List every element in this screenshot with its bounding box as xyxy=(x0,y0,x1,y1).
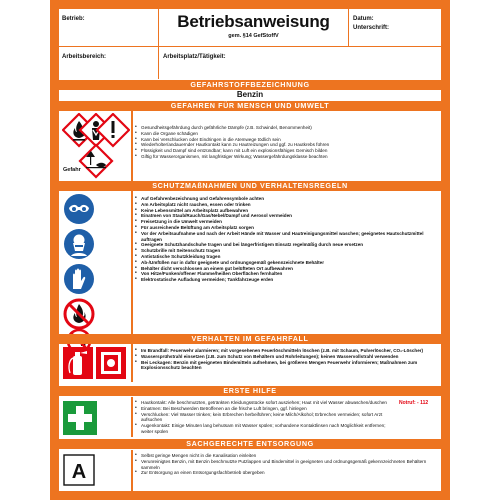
disposal-item: • Selbst geringe Mengen nicht in die Kanalisation einleiten xyxy=(135,453,439,459)
gloves-icon xyxy=(64,264,94,294)
protection-item: • Vor der Arbeitsaufnahme und nach der Arbeit Hände mit Wasser und Hautreinigungsmittel waschen; geeignetes Hautschutzmittel auftragen xyxy=(135,231,439,243)
first-aid-divider xyxy=(131,397,133,437)
arbeitsplatz-label: Arbeitsplatz/Tätigkeit: xyxy=(163,54,226,60)
disposal-icon xyxy=(63,454,95,491)
protection-item: • Schutzbrille mit Seitenschutz tragen xyxy=(135,248,439,254)
protection-item: • Am Arbeitsplatz nicht rauchen, essen oder trinken xyxy=(135,202,439,208)
emergency-item: • Im Brandfall: Feuerwehr alarmieren; mit vorgesehenen Feuerlöschmitteln löschen (z.B. mit Schaum, Pulverlöscher, CO₂-Löscher) xyxy=(135,348,439,354)
section-bar-first-aid: ERSTE HILFE xyxy=(59,386,441,396)
protection-item: • Keine Lebensmittel am Arbeitsplatz aufbewahren xyxy=(135,208,439,214)
datum-label: Datum: xyxy=(353,16,374,22)
hazard-item: • Giftig für Wasserorganismen, mit langfristiger Wirkung; Wassergefährdungsklasse beachten xyxy=(135,154,439,160)
unterschrift-label: Unterschrift: xyxy=(353,25,390,31)
respirator-icon xyxy=(64,229,94,259)
protection-item: • Ab-/Umfüllen nur in dafür geeignete und ordnungsgemäß gekennzeichnete Behälter xyxy=(135,260,439,266)
signal-word: Gefahr xyxy=(63,167,81,173)
section-bar-disposal: SACHGERECHTE ENTSORGUNG xyxy=(59,439,441,449)
fire-extinguisher-icon xyxy=(63,347,93,379)
protection-item: • Freisetzung in die Umwelt vermeiden xyxy=(135,219,439,225)
first-aid-list xyxy=(135,400,395,435)
protection-item: • Auf Gefahrenbezeichnung und Gefahrensymbole achten xyxy=(135,196,439,202)
disposal-letter: A xyxy=(71,461,87,483)
title-cell xyxy=(159,9,349,47)
hazard-item: • Kann bei Verschlucken oder Eindringen in die Atemwege tödlich sein xyxy=(135,137,439,143)
no-fire-icon xyxy=(65,300,93,328)
protection-item: • Für ausreichende Belüftung am Arbeitsplatz sorgen xyxy=(135,225,439,231)
protection-item: • Antistatische Schutzkleidung tragen xyxy=(135,254,439,260)
section-bar-substance: GEFAHRSTOFFBEZEICHNUNG xyxy=(59,80,441,90)
page-subtitle: gem. §14 GefStoffV xyxy=(228,33,279,39)
substance-name: Benzin xyxy=(236,90,264,99)
disposal-item: • Verunreinigtes Benzin, mit Benzin beschmutzte Putzlappen und Bindemittel in geeigneten und ordnungsgemäß gekennzeichneten Behältern sammeln xyxy=(135,459,439,471)
disposal-list xyxy=(135,453,439,476)
disposal-item: • Zur Entsorgung an einen Entsorgungsfachbetrieb übergeben xyxy=(135,470,439,476)
datum-cell[interactable] xyxy=(349,9,441,47)
protection-item: • Geeignete Schutzhandschuhe tragen und bei längerfristigem Einsatz regelmäßig durch neue ersetzen xyxy=(135,242,439,248)
arbeitsplatz-cell[interactable] xyxy=(159,47,441,79)
hazard-item: • Kann die Organe schädigen xyxy=(135,131,439,137)
section-bar-hazards: GEFAHREN FÜR MENSCH UND UMWELT xyxy=(59,101,441,111)
emergency-list xyxy=(135,348,439,371)
section-bar-emergency: VERHALTEN IM GEFAHRFALL xyxy=(59,334,441,344)
hazards-list xyxy=(135,125,439,160)
protection-item: • Elektrostatische Aufladung vermeiden; Tankfahrzeuge erden xyxy=(135,277,439,283)
first-aid-item: • Einatmen: Bei Beschwerden Betroffenen an die frische Luft bringen, ggf. hinlegen xyxy=(135,406,395,412)
emergency-item: • Bei Leckagen: Benzin mit geeigneten Bindemitteln aufnehmen, bei größeren Mengen Feuerwehr informieren; Maßnahmen zum Explosionsschutz beachten xyxy=(135,360,439,372)
emergency-number: Notruf: - 112 xyxy=(399,400,429,406)
protection-divider xyxy=(131,191,133,354)
protection-list xyxy=(135,196,439,283)
arbeitsbereich-label: Arbeitsbereich: xyxy=(62,54,107,60)
first-aid-item: • Augenkontakt: Einige Minuten lang behutsam mit Wasser spülen; vorhandene Kontaktlinsen nach Möglichkeit entfernen; weiter spülen xyxy=(135,423,395,435)
hazard-item: • Wiederholter/andauernder Hautkontakt kann zu Hautreizungen und ggf. zu Hautkrebs führen xyxy=(135,142,439,148)
protection-item: • Einatmen von Staub/Rauch/Gas/Nebel/Dampf und Aerosol vermeiden xyxy=(135,213,439,219)
arbeitsbereich-cell[interactable] xyxy=(59,47,159,79)
first-aid-item: • Hautkontakt: Alle beschmutzten, getränkten Kleidungsstücke sofort ausziehen; Haut mit viel Wasser abwaschen/duschen xyxy=(135,400,395,406)
protection-item: • Von Hitze/Funken/offener Flamme/heißen Oberflächen fernhalten xyxy=(135,271,439,277)
hazards-divider xyxy=(131,111,133,181)
first-aid-item: • Verschlucken: Viel Wasser trinken; kein Erbrechen herbeiführen; keine Milch/Alkohol; Erbrechen vermeiden; sofort Arzt aufsuchen xyxy=(135,412,395,424)
betrieb-label: Betrieb: xyxy=(62,16,85,22)
first-aid-icon xyxy=(63,401,97,440)
protection-item: • Behälter dicht verschlossen an einem gut belüfteten Ort aufbewahren xyxy=(135,266,439,272)
emergency-item: • Wassersprühstrahl einsetzen (z.B. zum Schutz von Behältern und Rohrleitungen); keinen Wasservollstrahl verwenden xyxy=(135,354,439,360)
ghs-environment-icon xyxy=(80,145,112,177)
hazard-item: • Flüssigkeit und Dampf sind entzündbar; kann mit Luft ein explosionsfähiges Gemisch bilden xyxy=(135,148,439,154)
eye-protection-icon xyxy=(64,194,94,224)
disposal-divider xyxy=(131,450,133,491)
betrieb-cell[interactable] xyxy=(59,9,159,47)
emergency-divider xyxy=(131,345,133,382)
hazard-item: • Gesundheitsgefährdung durch gefährliche Dämpfe (z.B. Schwindel, Benommenheit) xyxy=(135,125,439,131)
protection-icons xyxy=(63,193,127,353)
sheet-content xyxy=(59,9,441,491)
page-title: Betriebsanweisung xyxy=(177,12,330,31)
header xyxy=(59,9,441,79)
section-bar-protection: SCHUTZMAßNAHMEN UND VERHALTENSREGELN xyxy=(59,181,441,191)
operating-instruction-sheet xyxy=(50,0,450,500)
emergency-icons xyxy=(63,347,127,381)
fire-alarm-icon xyxy=(96,347,126,379)
